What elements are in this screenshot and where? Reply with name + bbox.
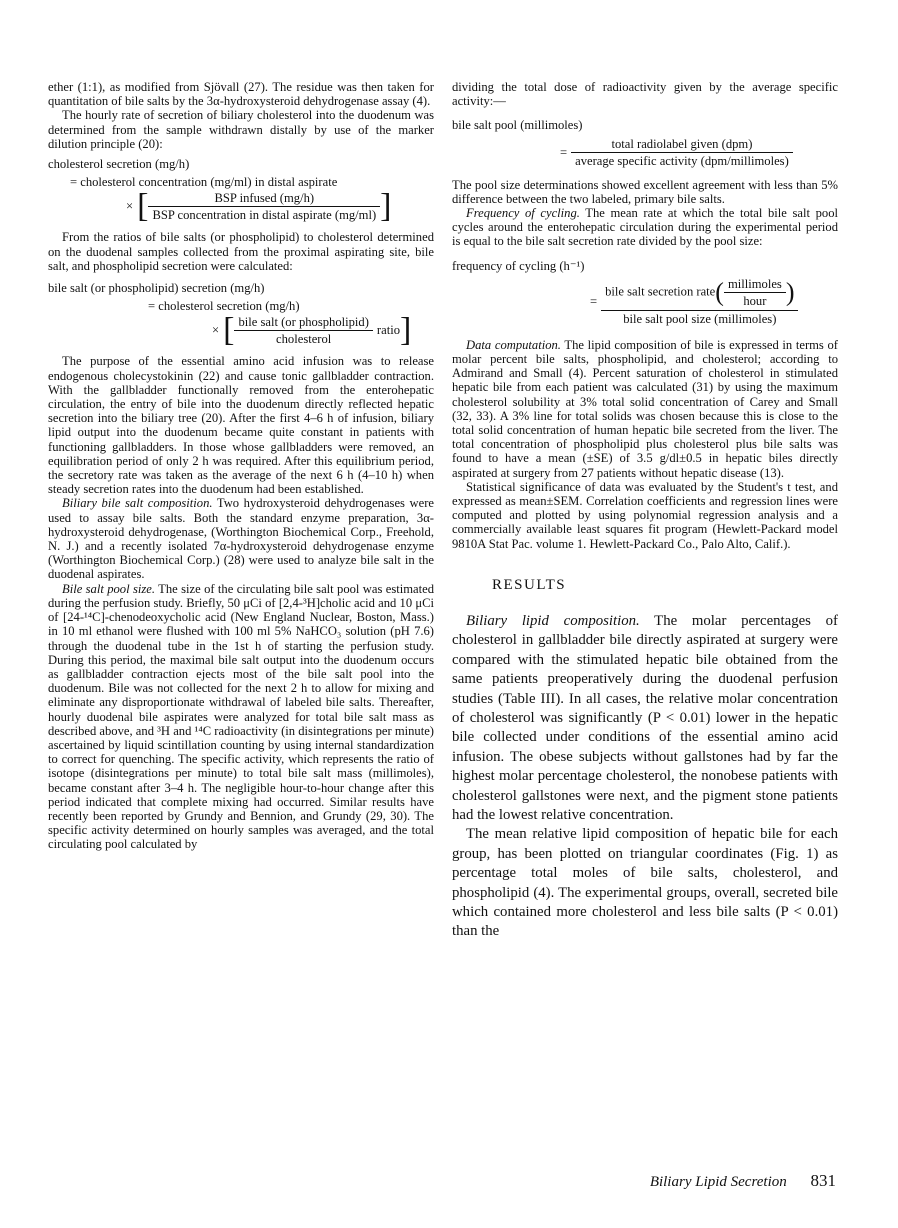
equation1-fraction bbox=[148, 191, 380, 222]
paren-right: ) bbox=[785, 277, 795, 307]
equation3-denominator: average specific activity (dpm/millimoles) bbox=[575, 153, 789, 168]
equation1-denominator: BSP concentration in distal aspirate (mg/ml) bbox=[152, 208, 377, 223]
left-column bbox=[48, 80, 434, 852]
equation4-numerator bbox=[601, 277, 798, 311]
paragraph-dividing: dividing the total dose of radioactivity given by the average specific activity:— bbox=[452, 80, 838, 109]
paragraph-intro: ether (1:1), as modified from Sjövall (27). The residue was then taken for quantitation of bile salts by the 3α-hydroxysteroid dehydrogenase assay (4). bbox=[48, 80, 434, 109]
equation4-inner-numerator: millimoles bbox=[724, 277, 786, 293]
subheading-data-computation: Data computation. bbox=[466, 337, 561, 352]
subheading-pool-size: Bile salt pool size. bbox=[62, 581, 156, 596]
equation2-times: × bbox=[212, 323, 220, 338]
equation2-fraction bbox=[234, 315, 372, 346]
paragraph-pool-determination: The pool size determinations showed excellent agreement with less than 5% difference between the two labeled, primary bile salts. bbox=[452, 177, 838, 206]
paragraph-bile-salt-composition bbox=[48, 496, 434, 581]
bracket-right: ] bbox=[400, 311, 412, 349]
equation4-numerator-text: bile salt secretion rate bbox=[605, 284, 716, 299]
equation2-fraction-row bbox=[212, 311, 434, 349]
equation1-fraction-row bbox=[126, 187, 434, 225]
equation2-denominator: cholesterol bbox=[276, 332, 332, 347]
equation2-line: = cholesterol secretion (mg/h) bbox=[148, 299, 300, 314]
equation4-equals: = bbox=[590, 294, 598, 309]
equation4-fraction bbox=[601, 277, 798, 326]
equation3-fraction bbox=[571, 137, 793, 168]
equation4-inner-fraction bbox=[724, 277, 786, 308]
page-footer bbox=[650, 1171, 836, 1191]
page-number: 831 bbox=[810, 1171, 836, 1190]
equation2-suffix: ratio bbox=[376, 323, 401, 338]
running-title: Biliary Lipid Secretion bbox=[649, 1174, 787, 1190]
paragraph-pool-size bbox=[48, 582, 434, 852]
text-data-computation: The lipid composition of bile is expressed in terms of molar percent bile salts, phospholipid, and cholesterol; according to Admirand and Small (4). Percent saturation of cholesterol in stimulated hepatic bile from each patient was calculated (31) by using the maximum cholesterol solubility at 3% total solid concentration of Carey and Small (32, 33). A 3% line for total solids was chosen because this is close to the total solid concentration of human hepatic bile secreted from the liver. The total concentration of phospholipid plus cholesterol plus bile salts was found to have a mean (±SE) of 3.5 g/dl±0.5 in hepatic biles directly aspirated at surgery from 27 patients without hepatic disease (13). bbox=[452, 337, 838, 480]
equation1-label: cholesterol secretion (mg/h) bbox=[48, 157, 190, 172]
equation4-row bbox=[590, 277, 838, 326]
equation3-row bbox=[560, 137, 838, 168]
subheading-bile-salt-composition: Biliary bile salt composition. bbox=[62, 496, 213, 511]
paragraph-purpose: The purpose of the essential amino acid infusion was to release endogenous cholecystokinin (22) and cause tonic gallbladder contraction. With the gallbladder functionally removed from the enterohepatic circulation, the entry of bile into the duodenum directly reflected hepatic secretion into the biliary tree (20). After the first 4–6 h of infusion, biliary lipid output into the duodenum became quite constant in patients with functioning gallbladders. In those whose gallbladders were removed, an equilibration period of only 2 h was required. After this equilibrium period, the secretory rate was taken as the average of the next 6 h (4–10 h) when steady secretion rates into the duodenum had been established. bbox=[48, 354, 434, 497]
equation4-label: frequency of cycling (h⁻¹) bbox=[452, 258, 585, 273]
equation3-label: bile salt pool (millimoles) bbox=[452, 118, 583, 133]
paragraph-lipid-composition bbox=[452, 612, 838, 825]
equation2-numerator: bile salt (or phospholipid) bbox=[234, 315, 372, 331]
equation4-denominator: bile salt pool size (millimoles) bbox=[623, 311, 777, 326]
subheading-lipid-composition: Biliary lipid composition. bbox=[466, 612, 640, 629]
equation4-inner-denominator: hour bbox=[743, 293, 767, 308]
equation1-line: = cholesterol concentration (mg/ml) in distal aspirate bbox=[70, 175, 338, 190]
section-heading-results: RESULTS bbox=[492, 576, 567, 593]
equation1-times: × bbox=[126, 199, 134, 214]
text-pool-size: The size of the circulating bile salt pool was estimated during the perfusion study. Briefly, 50 μCi of [2,4-³H]cholic acid and 10 μCi of [24-¹⁴C]-chenodeoxycholic acid (New England Nuclear, Boston, Mass.) in 10 ml ethanol were flushed with 100 ml 5% NaHCO₃ solution (pH 7.6) through the duodenal tube in the 1st h of starting the perfusion study. During this period, the maximal bile salt output into the duodenum occurs as gallbladder contraction ejects most of the bile salt pool into the duodenum. Bile was not collected for the next 2 h to allow for mixing and eliminate any disproportionate withdrawal of labeled bile salts. Thereafter, hourly duodenal bile aspirates were analyzed for total bile salt mass as described above, and ³H and ¹⁴C radioactivity (in disintegrations per minute) ascertained by liquid scintillation counting by using internal standardization to correct for quenching. The specific activity, which represents the ratio of isotope (disintegrations per minute) to total bile salt mass (millimoles), became constant after 3–4 h. The negligible hour-to-hour change after this period indicated that complete mixing had occurred. Similar results have recently been reported by Grundy and Bennion, and Grundy (29, 30). The specific activity determined on hourly samples was averaged, and the total circulating pool calculated by bbox=[48, 581, 435, 852]
text-lipid-composition: The molar percentages of cholesterol in gallbladder bile directly aspirated at surgery were compared with the stimulated hepatic bile obtained from the same patients preoperatively during the duodenal perfusion studies (Table III). In all cases, the relative molar concentration of cholesterol was significantly (P < 0.01) lower in the hepatic bile collected under conditions of the essential amino acid infusion. The obese subjects without gallstones had by far the highest molar percentage cholesterol, the nonobese patients with cholesterol gallstones were next, and the pigment stone patients had the lowest relative concentration. bbox=[452, 612, 838, 823]
text-bile-salt-composition: Two hydroxysteroid dehydrogenases were used to assay bile salts. Both the standard enzyme preparation, 3α-hydroxysteroid dehydrogenase, (Worthington Biochemical Corp., Freehold, N. J.) and a recently isolated 7α-hydroxysteroid dehydrogenase enzyme (Worthington Biochemical Corp.) (28) were used to analyze bile salt in the duodenal aspirates. bbox=[48, 496, 434, 582]
paragraph-ratios: From the ratios of bile salts (or phospholipid) to cholesterol determined on the duodenal samples collected from the proximal aspirating site, bile salt, and phospholipid secretion were calculated: bbox=[48, 230, 434, 273]
equation3-equals: = bbox=[560, 145, 568, 159]
paragraph-mean-composition: The mean relative lipid composition of hepatic bile for each group, has been plotted on triangular coordinates (Fig. 1) as percentage total moles of bile salts, cholesterol, and phospholipid (4). The experimental groups, overall, secreted bile which contained more cholesterol and less bile salts (P < 0.01) than the bbox=[452, 826, 838, 940]
equation2-label: bile salt (or phospholipid) secretion (mg/h) bbox=[48, 281, 265, 296]
paragraph-data-computation bbox=[452, 338, 838, 480]
paren-left: ( bbox=[715, 277, 724, 307]
bracket-left: [ bbox=[223, 311, 235, 349]
subheading-frequency: Frequency of cycling. bbox=[466, 206, 580, 221]
paragraph-frequency bbox=[452, 206, 838, 249]
equation3-numerator: total radiolabel given (dpm) bbox=[571, 137, 793, 153]
bracket-right: ] bbox=[380, 187, 392, 225]
right-column bbox=[452, 80, 838, 942]
equation1-numerator: BSP infused (mg/h) bbox=[148, 191, 380, 207]
text-frequency: The mean rate at which the total bile salt pool cycles around the enterohepatic circulation during the experimental period is equal to the bile salt secretion rate divided by the pool size: bbox=[452, 206, 838, 249]
paragraph-hourly-rate: The hourly rate of secretion of biliary cholesterol into the duodenum was determined from the sample withdrawn distally by use of the marker dilution principle (20): bbox=[48, 108, 434, 151]
bracket-left: [ bbox=[137, 187, 149, 225]
paragraph-statistics: Statistical significance of data was evaluated by the Student's t test, and expressed as mean±SEM. Correlation coefficients and regression lines were computed and plotted by using polynomial regression analysis and a commercially available least squares fit program (Hewlett-Packard model 9810A Stat Pac. volume 1. Hewlett-Packard Co., Palo Alto, Calif.). bbox=[452, 479, 838, 551]
